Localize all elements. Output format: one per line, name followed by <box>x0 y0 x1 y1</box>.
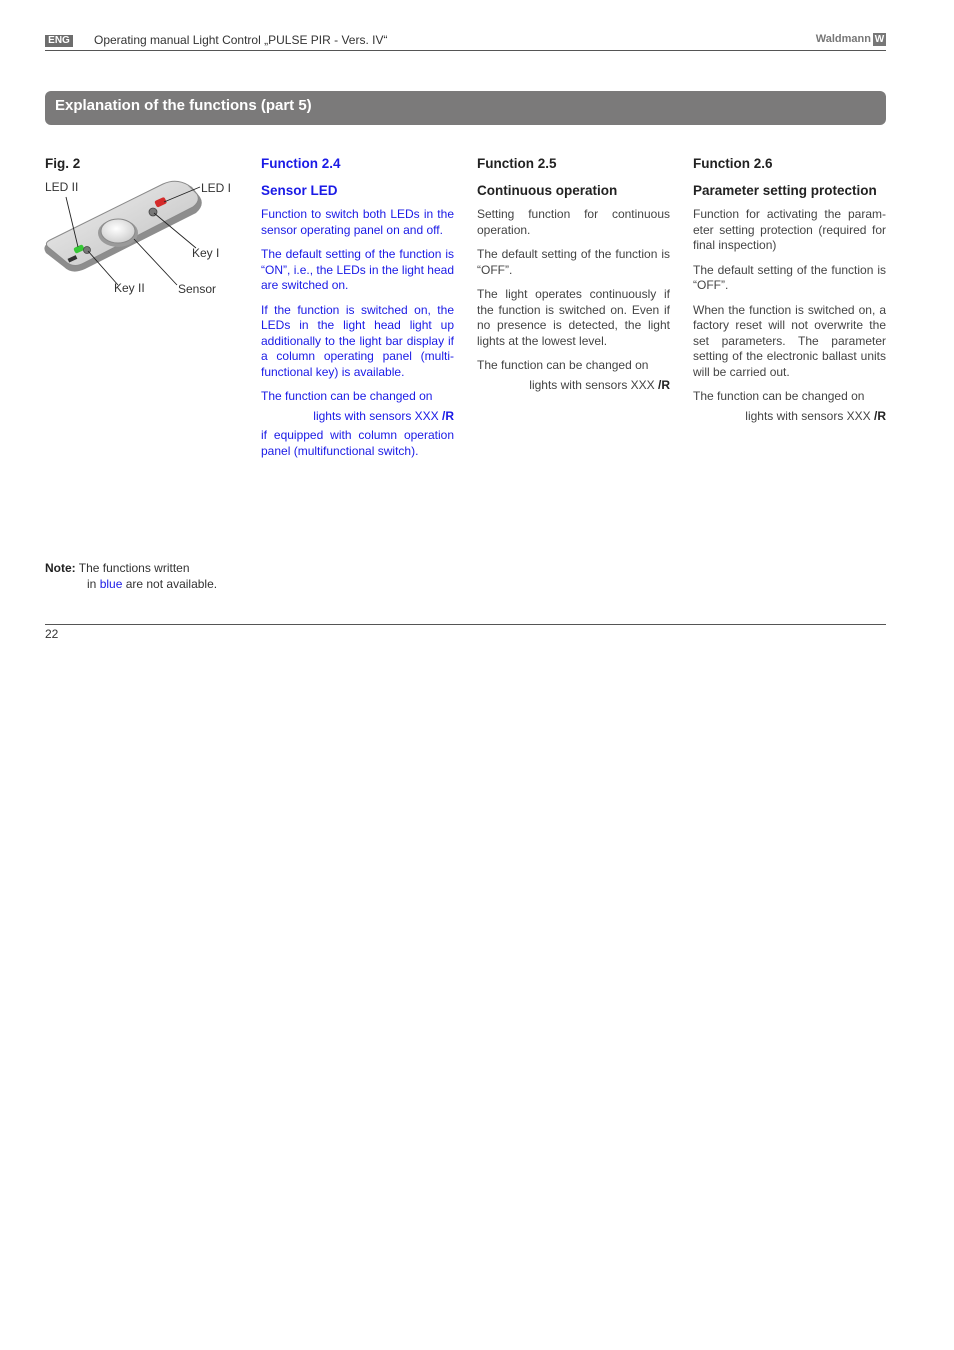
brand-mark-icon: W <box>874 34 885 45</box>
function-2-4-sensors <box>261 409 454 425</box>
function-2-4-para-3: If the function is switched on, the LEDs in the light head light up additionally to the light bar display if a column operating panel (multi-functional key) is available. <box>261 302 454 379</box>
function-2-6-heading: Function 2.6 <box>693 156 773 171</box>
sensors-suffix: /R <box>874 408 886 423</box>
function-2-4-para-6: if equipped with column operation panel (multifunctional switch). <box>261 428 454 458</box>
function-2-6-para-3: When the function is switched on, a factory reset will not overwrite the set parameters. The parameter setting of the electronic ballast units will be carried out. <box>693 302 886 379</box>
page-number: 22 <box>45 627 59 641</box>
label-key-1: Key I <box>192 246 220 260</box>
sensors-suffix: /R <box>442 408 454 423</box>
function-2-6-para-4: The function can be changed on <box>693 389 865 403</box>
function-2-6-para-1: Function for activating the param-eter setting protection (required for final inspection) <box>693 207 886 252</box>
header-divider <box>45 50 886 51</box>
function-2-5-para-3: The light operates continuously if the function is switched on. Even if no presence is detected, the light lights at the lowest level. <box>477 287 670 348</box>
function-2-4-para-1: Function to switch both LEDs in the sensor operating panel on and off. <box>261 207 454 237</box>
function-2-6-sensors <box>693 409 886 425</box>
brand-logo <box>780 33 886 46</box>
function-2-4-column <box>261 156 454 468</box>
sensors-text: lights with sensors XXX <box>745 408 874 423</box>
language-badge: ENG <box>45 35 73 47</box>
label-sensor: Sensor <box>178 282 217 296</box>
availability-note <box>45 561 217 592</box>
section-title: Explanation of the functions (part 5) <box>55 97 312 114</box>
brand-name: Waldmann <box>815 33 871 45</box>
function-2-5-para-4: The function can be changed on <box>477 358 649 372</box>
footer-divider <box>45 624 886 625</box>
note-label: Note: <box>45 561 76 575</box>
note-text-1: The functions written <box>75 561 190 575</box>
function-2-4-para-4: The function can be changed on <box>261 389 433 403</box>
sensors-text: lights with sensors XXX <box>313 408 442 423</box>
note-blue-word: blue <box>99 576 123 591</box>
function-2-5-sensors <box>477 378 670 394</box>
note-text-2c: are not available. <box>122 576 218 591</box>
note-text-2a: in <box>87 576 100 591</box>
sensor-panel-illustration <box>40 175 240 300</box>
function-2-5-para-2: The default setting of the function is “OFF”. <box>477 247 670 277</box>
document-title: Operating manual Light Control „PULSE PIR - Vers. IV“ <box>94 33 388 47</box>
sensors-text: lights with sensors XXX <box>529 377 658 392</box>
function-2-4-subheading: Sensor LED <box>261 183 338 198</box>
function-2-5-subheading: Continuous operation <box>477 183 618 198</box>
function-2-4-para-2: The default setting of the function is “ON”, i.e., the LEDs in the light head are switched on. <box>261 247 454 292</box>
section-banner <box>45 91 886 125</box>
function-2-6-column <box>693 156 886 428</box>
sensor-dome <box>98 219 138 247</box>
function-2-4-heading: Function 2.4 <box>261 156 341 171</box>
function-2-6-subheading: Parameter setting protection <box>693 183 877 198</box>
label-led-2: LED II <box>45 180 79 194</box>
figure-title: Fig. 2 <box>45 156 81 171</box>
sensors-suffix: /R <box>658 377 670 392</box>
function-2-5-column <box>477 156 670 397</box>
function-2-6-para-2: The default setting of the function is “OFF”. <box>693 262 886 292</box>
label-led-1: LED I <box>201 181 232 195</box>
function-2-5-para-1: Setting function for continuous operation. <box>477 207 670 237</box>
label-key-2: Key II <box>114 281 145 295</box>
function-2-5-heading: Function 2.5 <box>477 156 557 171</box>
